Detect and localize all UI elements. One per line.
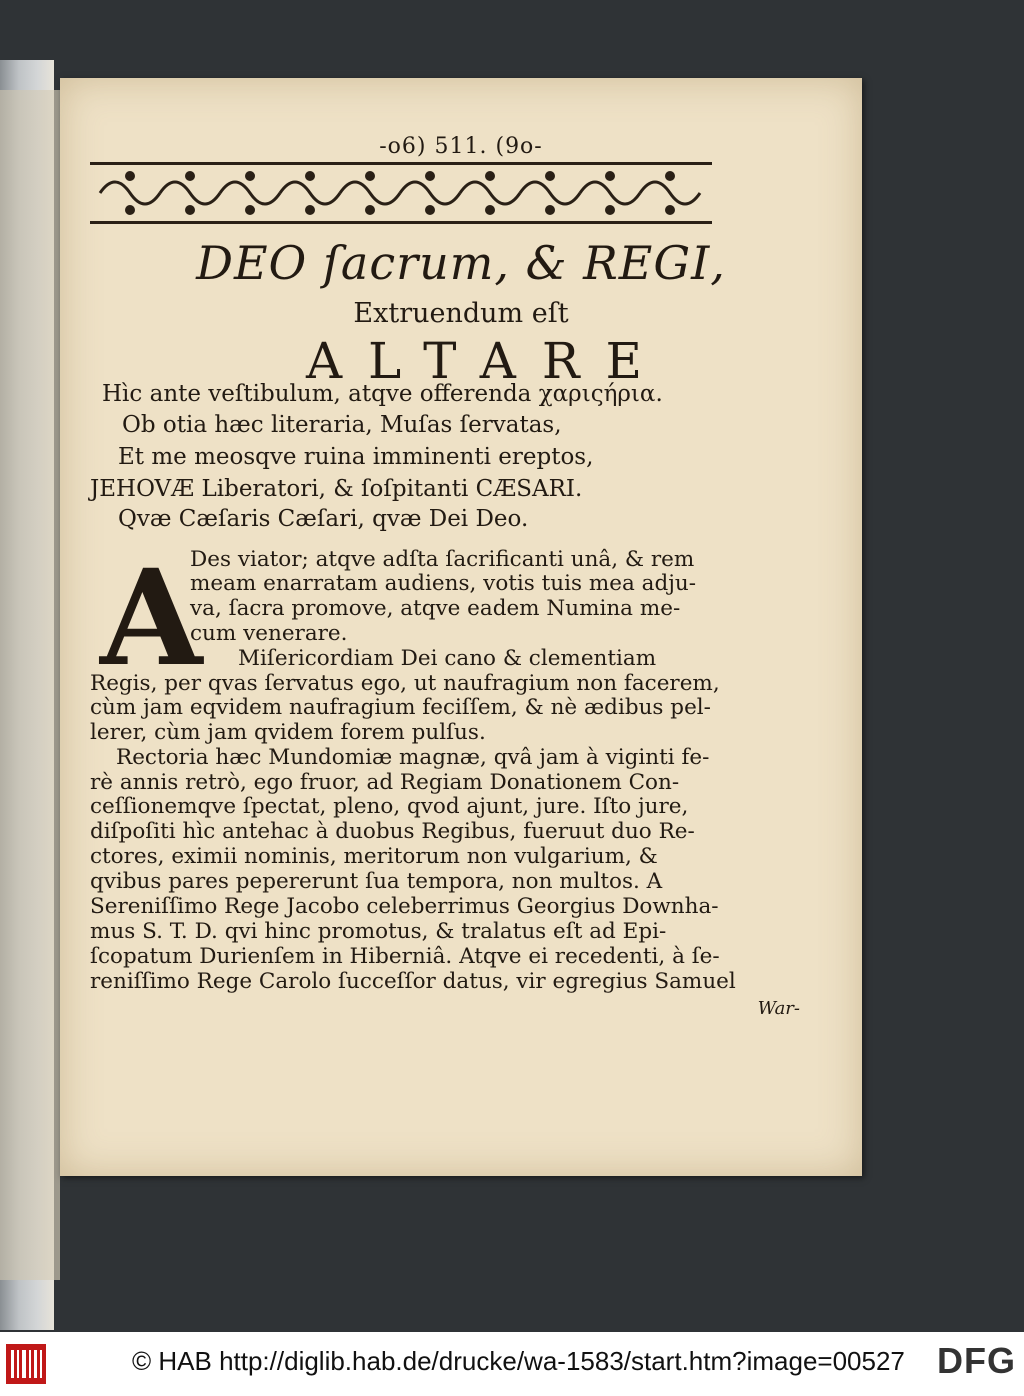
subtitle: Extruendum eſt: [353, 298, 569, 329]
drop-cap: A: [100, 541, 203, 696]
dedication-line: Qvæ Cæſaris Cæſari, qvæ Dei Deo.: [118, 506, 529, 532]
headpiece-ornament: [90, 160, 712, 226]
barcode-logo-icon: [6, 1344, 46, 1384]
paragraph-line: ceſſionemqve ſpectat, pleno, qvod ajunt, jure. Iſto jure,: [90, 794, 689, 819]
paragraph-line: ctores, eximii nominis, meritorum non vulgarium, &: [90, 844, 658, 869]
paragraph-line: mus S. T. D. qvi hinc promotus, & tralatus eſt ad Epi-: [90, 919, 667, 944]
paragraph-line: qvibus pares pepererunt ſua tempora, non multos. A: [90, 869, 663, 894]
paragraph-line: Regis, per qvas ſervatus ego, ut naufragium non facerem,: [90, 671, 720, 696]
paragraph-line: cum venerare.: [190, 621, 348, 646]
paragraph-line: diſpoſiti hìc antehac à duobus Regibus, fueruut duo Re-: [90, 819, 695, 844]
dedication-line: Ob otia hæc literaria, Muſas ſervatas,: [122, 412, 562, 438]
heading-altare: ALTARE: [305, 332, 669, 390]
dedication-line: Hìc ante veſtibulum, atqve offerenda χαριςήρια.: [102, 381, 663, 407]
paragraph-line: lerer, cùm jam qvidem forem pulſus.: [90, 720, 486, 745]
paragraph-line: Rectoria hæc Mundomiæ magnæ, qvâ jam à viginti fe-: [116, 745, 710, 770]
page-title: DEO ſacrum, & REGI,: [196, 236, 726, 290]
book-page: [60, 78, 862, 1176]
catchword: War-: [757, 998, 800, 1019]
facing-page-edge: [0, 90, 60, 1280]
paragraph-line: cùm jam eqvidem naufragium feciſſem, & nè ædibus pel-: [90, 695, 711, 720]
dfg-logo: DFG: [937, 1340, 1016, 1381]
footer-bar: [0, 1332, 1024, 1396]
paragraph-line: Des viator; atqve adſta ſacrificanti unâ, & rem: [190, 547, 695, 572]
paragraph-line: meam enarratam audiens, votis tuis mea adju-: [190, 571, 696, 596]
paragraph-line: va, ſacra promove, atqve eadem Numina me-: [190, 596, 681, 621]
paragraph-line: Sereniſſimo Rege Jacobo celeberrimus Georgius Downha-: [90, 894, 719, 919]
dedication-line: Et me meosqve ruina imminenti ereptos,: [118, 444, 594, 470]
paragraph-line: rè annis retrò, ego fruor, ad Regiam Donationem Con-: [90, 770, 680, 795]
source-credit-link[interactable]: © HAB http://diglib.hab.de/drucke/wa-1583/start.htm?image=00527: [132, 1346, 905, 1376]
dedication-line: JEHOVÆ Liberatori, & ſoſpitanti CÆSARI.: [90, 476, 583, 502]
paragraph-line: Miſericordiam Dei cano & clementiam: [238, 646, 657, 671]
paragraph-line: ſcopatum Durienſem in Hiberniâ. Atqve ei recedenti, à ſe-: [90, 944, 720, 969]
paragraph-line: reniſſimo Rege Carolo ſucceſſor datus, vir egregius Samuel: [90, 969, 736, 994]
page-number: -o6) 511. (9o-: [379, 134, 543, 159]
